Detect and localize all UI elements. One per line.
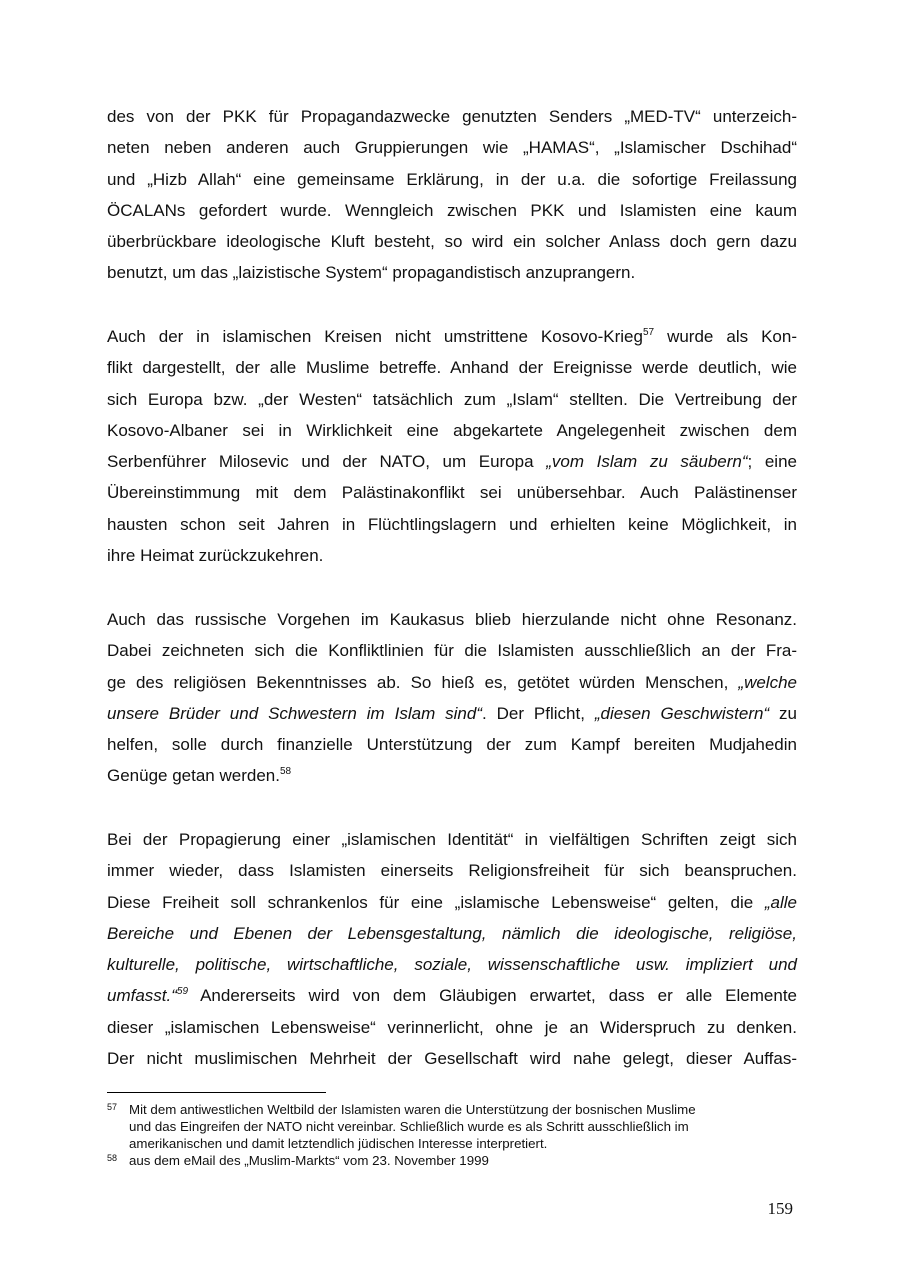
footnote-text: [129, 1152, 797, 1169]
italic-quote: „diesen Geschwistern“: [594, 703, 770, 723]
text-line: [107, 667, 797, 698]
text-run: wurde als Kon-: [654, 327, 797, 346]
footnote-ref-58[interactable]: 58: [279, 766, 292, 778]
italic-quote: umfasst.“: [107, 986, 177, 1006]
text-run: Auch der in islamischen Kreisen nicht umstrittene Kosovo-Krieg: [107, 327, 643, 346]
text-line: Bei der Propagierung einer „islamischen Identität“ in vielfältigen Schriften zeigt sich: [107, 830, 797, 849]
footnote-text: [129, 1101, 797, 1152]
italic-quote: „vom Islam zu säubern“: [546, 452, 748, 472]
text-run: zu: [769, 703, 797, 723]
text-line: sich Europa bzw. „der Westen“ tatsächlich zum „Islam“ stellten. Die Vertreibung der: [107, 389, 797, 409]
footnote-line: amerikanischen und damit letztendlich jüdischen Interesse interpretiert.: [129, 1136, 548, 1151]
text-run: Serbenführer Milosevic und der NATO, um Europa: [107, 452, 547, 472]
text-line: [107, 698, 797, 729]
page-number: 159: [767, 1199, 793, 1218]
footnote-57: [107, 1101, 797, 1152]
text-line: [107, 918, 797, 949]
footnote-number: 58: [107, 1153, 118, 1163]
footnote-line: aus dem eMail des „Muslim-Markts“ vom 23. November 1999: [129, 1153, 489, 1168]
footnote-ref-59[interactable]: [177, 986, 188, 997]
text-line: und „Hizb Allah“ eine gemeinsame Erklärung, in der u.a. die sofortige Freilassung: [107, 169, 797, 189]
text-line: flikt dargestellt, der alle Muslime betreffe. Anhand der Ereignisse werde deutlich, wie: [107, 358, 797, 378]
text-line: benutzt, um das „laizistische System“ propagandistisch anzuprangern.: [107, 263, 636, 283]
italic-quote: unsere Brüder und Schwestern im Islam sind“: [107, 703, 482, 723]
paragraph-2: [107, 321, 797, 571]
paragraph-1: [107, 101, 797, 289]
text-line: Der nicht muslimischen Mehrheit der Gesellschaft wird nahe gelegt, dieser Auffas-: [107, 1049, 797, 1069]
italic-quote: Bereiche und Ebenen der Lebensgestaltung, nämlich die ideologische, religiöse,: [107, 923, 797, 943]
footnote-line: Mit dem antiwestlichen Weltbild der Islamisten waren die Unterstützung der bosnischen Muslime: [129, 1102, 696, 1117]
text-line: Übereinstimmung mit dem Palästinakonflikt sei unübersehbar. Auch Palästinenser: [107, 483, 797, 503]
footnote-line: und das Eingreifen der NATO nicht vereinbar. Schließlich wurde es als Schritt ausschließlich im: [129, 1119, 689, 1134]
text-line: überbrückbare ideologische Kluft besteht, so wird ein solcher Anlass doch gern dazu: [107, 232, 797, 252]
text-line: [107, 321, 797, 352]
paragraph-3: [107, 604, 797, 792]
text-line: Kosovo-Albaner sei in Wirklichkeit eine abgekartete Angelegenheit zwischen dem: [107, 420, 797, 440]
text-line: [107, 887, 797, 918]
text-run: . Der Pflicht,: [481, 703, 595, 723]
footnote-number: 57: [107, 1102, 118, 1112]
text-line: [107, 760, 797, 791]
text-line: [107, 446, 797, 477]
text-line: ihre Heimat zurückzukehren.: [107, 546, 324, 566]
italic-quote: kulturelle, politische, wirtschaftliche, soziale, wissenschaftliche usw. impliziert und: [107, 955, 797, 975]
text-run: Andererseits wird von dem Gläubigen erwartet, dass er alle Elemente: [188, 986, 797, 1006]
text-line: [107, 949, 797, 980]
text-run: ge des religiösen Bekenntnisses ab. So hieß es, getötet würden Menschen,: [107, 672, 739, 692]
text-line: dieser „islamischen Lebensweise“ verinnerlicht, ohne je an Widerspruch zu denken.: [107, 1017, 797, 1037]
text-line: Auch das russische Vorgehen im Kaukasus blieb hierzulande nicht ohne Resonanz.: [107, 610, 797, 629]
text-line: helfen, solle durch finanzielle Unterstützung der zum Kampf bereiten Mudjahedin: [107, 735, 797, 755]
text-line: ÖCALANs gefordert wurde. Wenngleich zwischen PKK und Islamisten eine kaum: [107, 200, 797, 220]
italic-quote: „welche: [738, 672, 797, 692]
paragraph-4: [107, 824, 797, 1074]
footnote-separator: [107, 1092, 326, 1093]
text-run: Diese Freiheit soll schrankenlos für eine „islamische Lebensweise“ gelten, die: [107, 892, 765, 912]
text-line: neten neben anderen auch Gruppierungen wie „HAMAS“, „Islamischer Dschihad“: [107, 138, 797, 158]
text-run: ; eine: [747, 452, 797, 472]
text-run: Genüge getan werden.: [107, 766, 280, 786]
text-line: [107, 980, 797, 1011]
text-line: des von der PKK für Propagandazwecke genutzten Senders „MED-TV“ unterzeich-: [107, 107, 797, 126]
text-line: immer wieder, dass Islamisten einerseits Religionsfreiheit für sich beanspruchen.: [107, 861, 797, 881]
italic-quote: „alle: [764, 892, 797, 912]
text-line: Dabei zeichneten sich die Konfliktlinien für die Islamisten ausschließlich an der Fra-: [107, 641, 797, 661]
footnote-58: [107, 1152, 797, 1169]
footnote-ref-57[interactable]: 57: [642, 327, 655, 338]
footnote-ref-number: 59: [176, 986, 189, 998]
text-line: hausten schon seit Jahren in Flüchtlingslagern und erhielten keine Möglichkeit, in: [107, 514, 797, 534]
